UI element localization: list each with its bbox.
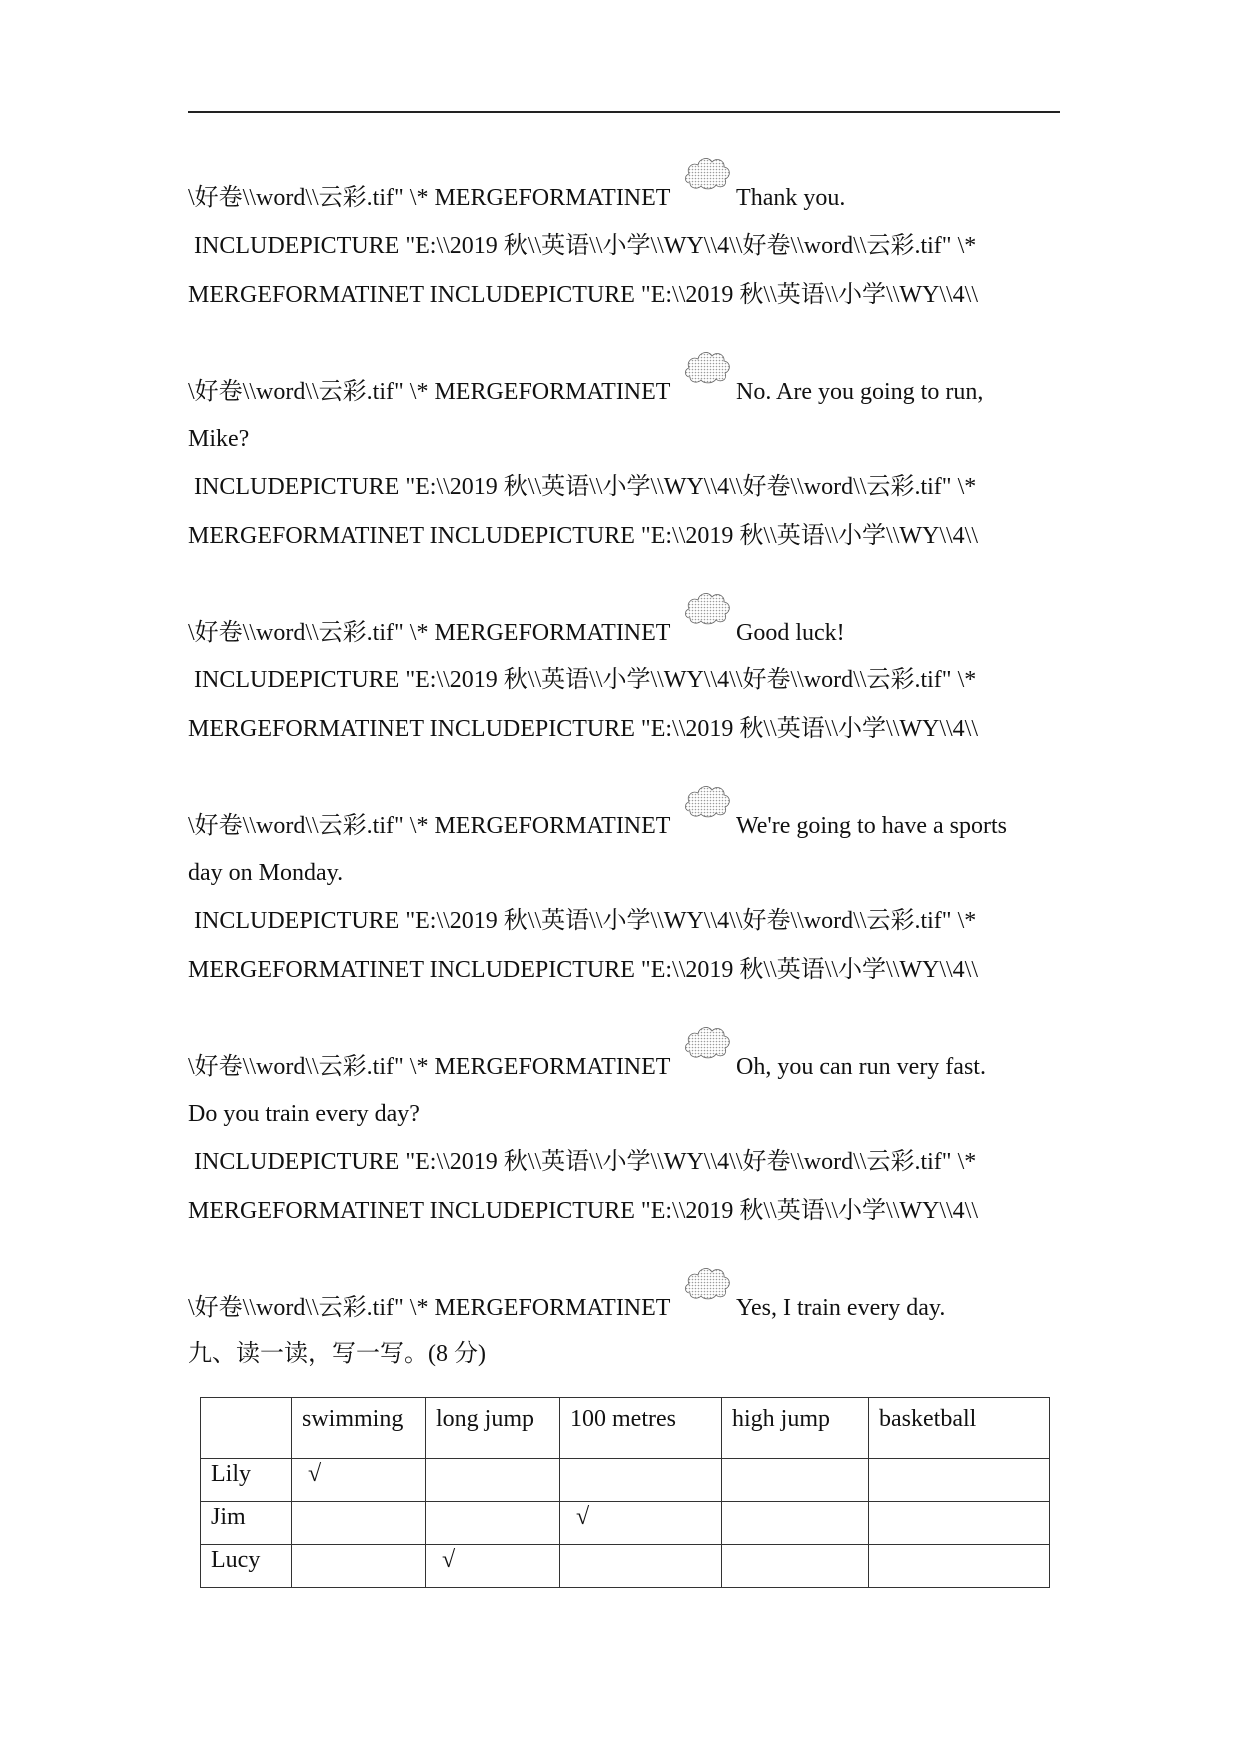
field-code-line: INCLUDEPICTURE "E:\\2019 秋\\英语\\小学\\WY\\4\\好卷\\word\\云彩.tif" \*	[194, 474, 977, 500]
table-cell	[722, 1459, 869, 1502]
field-code-line: INCLUDEPICTURE "E:\\2019 秋\\英语\\小学\\WY\\4\\好卷\\word\\云彩.tif" \*	[194, 233, 977, 259]
field-code-line: INCLUDEPICTURE "E:\\2019 秋\\英语\\小学\\WY\\4\\好卷\\word\\云彩.tif" \*	[194, 667, 977, 693]
cloud-icon	[682, 347, 732, 387]
table-cell	[292, 1502, 426, 1545]
table-header-cell: swimming	[292, 1398, 426, 1459]
table-cell: √	[292, 1459, 426, 1502]
speech-continuation: Do you train every day?	[188, 1101, 420, 1127]
field-code-line: MERGEFORMATINET INCLUDEPICTURE "E:\\2019 秋\\英语\\小学\\WY\\4\\	[188, 716, 979, 742]
table-header-cell: basketball	[869, 1398, 1050, 1459]
table-row	[201, 1545, 1050, 1588]
field-code-text: \好卷\\word\\云彩.tif" \* MERGEFORMATINET	[188, 379, 671, 405]
speech-text: Oh, you can run very fast.	[736, 1054, 986, 1080]
speech-continuation: Mike?	[188, 426, 250, 452]
table-cell	[292, 1545, 426, 1588]
table-cell	[426, 1502, 560, 1545]
table-cell	[869, 1545, 1050, 1588]
cloud-icon	[682, 1263, 732, 1303]
field-code-line: MERGEFORMATINET INCLUDEPICTURE "E:\\2019 秋\\英语\\小学\\WY\\4\\	[188, 1198, 979, 1224]
table-cell	[426, 1459, 560, 1502]
table-cell	[560, 1459, 722, 1502]
field-code-text: \好卷\\word\\云彩.tif" \* MERGEFORMATINET	[188, 620, 671, 646]
field-code-text: \好卷\\word\\云彩.tif" \* MERGEFORMATINET	[188, 813, 671, 839]
dialogue-line-5	[188, 1036, 986, 1082]
cloud-icon	[682, 588, 732, 628]
speech-continuation: day on Monday.	[188, 860, 344, 886]
sports-table	[200, 1397, 1050, 1588]
field-code-line: INCLUDEPICTURE "E:\\2019 秋\\英语\\小学\\WY\\4\\好卷\\word\\云彩.tif" \*	[194, 1149, 977, 1175]
field-code-line: MERGEFORMATINET INCLUDEPICTURE "E:\\2019 秋\\英语\\小学\\WY\\4\\	[188, 523, 979, 549]
field-code-line: MERGEFORMATINET INCLUDEPICTURE "E:\\2019 秋\\英语\\小学\\WY\\4\\	[188, 957, 979, 983]
section-title: 九、读一读，写一写。(8 分)	[188, 1341, 486, 1367]
cloud-icon	[682, 1022, 732, 1062]
field-code-line: MERGEFORMATINET INCLUDEPICTURE "E:\\2019 秋\\英语\\小学\\WY\\4\\	[188, 282, 979, 308]
table-header-cell: long jump	[426, 1398, 560, 1459]
field-code-line: INCLUDEPICTURE "E:\\2019 秋\\英语\\小学\\WY\\4\\好卷\\word\\云彩.tif" \*	[194, 908, 977, 934]
table-cell	[869, 1502, 1050, 1545]
header-rule	[188, 111, 1060, 113]
cloud-icon	[682, 781, 732, 821]
row-name: Lucy	[201, 1545, 292, 1588]
dialogue-line-2	[188, 361, 983, 407]
field-code-text: \好卷\\word\\云彩.tif" \* MERGEFORMATINET	[188, 185, 671, 211]
table-row	[201, 1459, 1050, 1502]
dialogue-line-6	[188, 1277, 945, 1323]
field-code-text: \好卷\\word\\云彩.tif" \* MERGEFORMATINET	[188, 1054, 671, 1080]
table-header-cell: 100 metres	[560, 1398, 722, 1459]
table-cell	[722, 1545, 869, 1588]
table-row	[201, 1502, 1050, 1545]
table-cell: √	[426, 1545, 560, 1588]
table-header-cell	[201, 1398, 292, 1459]
speech-text: We're going to have a sports	[736, 813, 1008, 839]
speech-text: No. Are you going to run,	[736, 379, 984, 405]
cloud-icon	[682, 153, 732, 193]
table-cell	[722, 1502, 869, 1545]
table-cell: √	[560, 1502, 722, 1545]
dialogue-line-3	[188, 602, 845, 648]
speech-text: Thank you.	[736, 185, 846, 211]
table-header-cell: high jump	[722, 1398, 869, 1459]
table-cell	[560, 1545, 722, 1588]
speech-text: Good luck!	[736, 620, 845, 646]
table-cell	[869, 1459, 1050, 1502]
speech-text: Yes, I train every day.	[736, 1295, 946, 1321]
field-code-text: \好卷\\word\\云彩.tif" \* MERGEFORMATINET	[188, 1295, 671, 1321]
table-header-row	[201, 1398, 1050, 1459]
row-name: Lily	[201, 1459, 292, 1502]
dialogue-line-4	[188, 795, 1007, 841]
dialogue-line-1	[188, 167, 845, 213]
row-name: Jim	[201, 1502, 292, 1545]
